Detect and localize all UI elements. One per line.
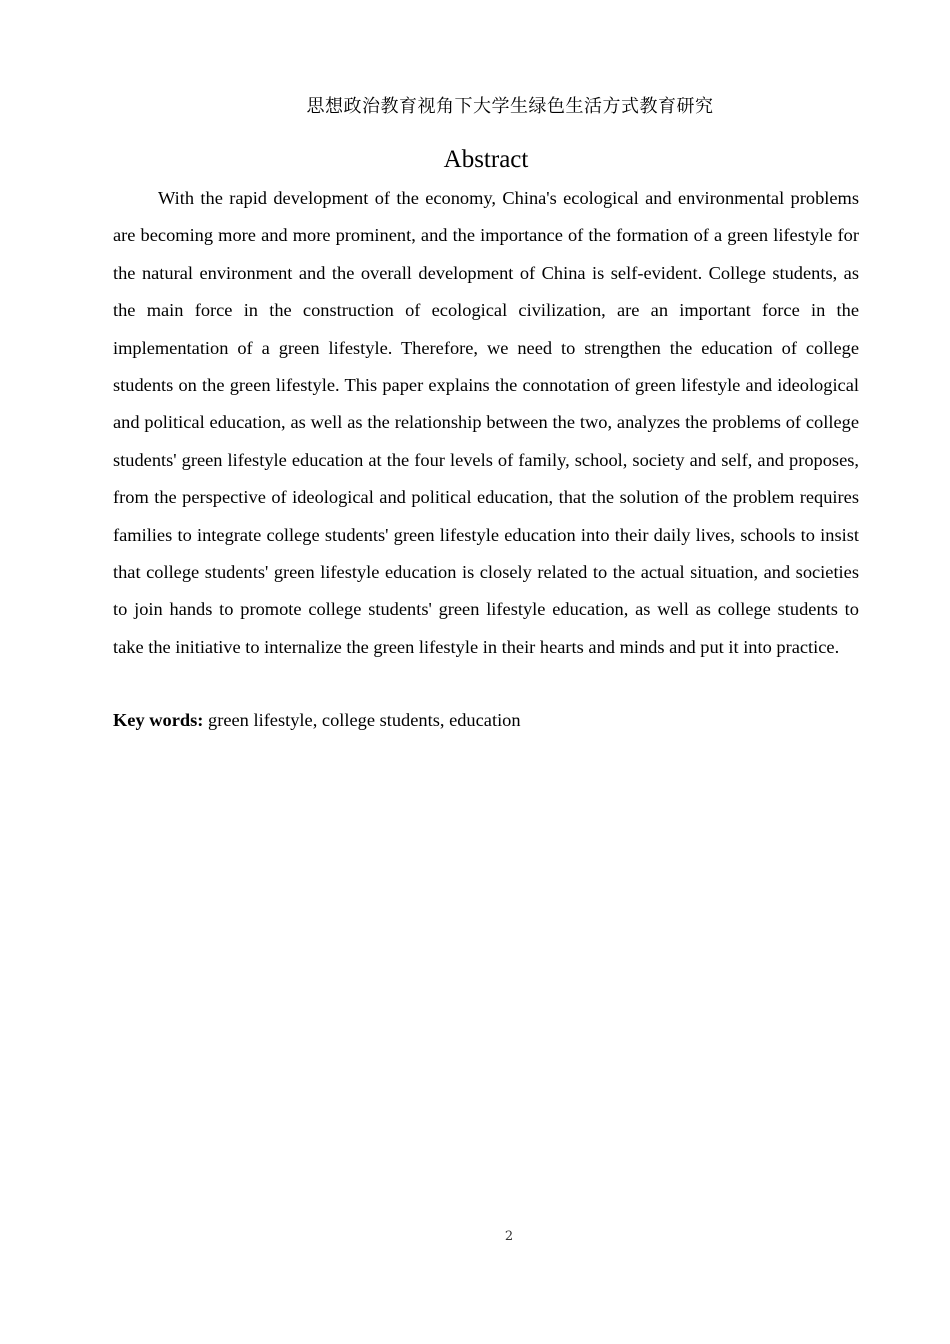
keywords-values: green lifestyle, college students, education: [208, 710, 521, 730]
running-header: 思想政治教育视角下大学生绿色生活方式教育研究: [306, 96, 714, 117]
abstract-title: Abstract: [443, 146, 529, 173]
page-number: 2: [504, 1229, 514, 1244]
keywords-label: Key words:: [113, 710, 204, 730]
keywords-line: [113, 706, 859, 734]
abstract-body: With the rapid development of the economy, China's ecological and environmental problems are becoming more and more prominent, and the importance of the formation of a green lifestyle for the natural environment and the overall development of China is self-evident. College students, as the main force in the construction of ecological civilization, are an important force in the implementation of a green lifestyle. Therefore, we need to strengthen the education of college students on the green lifestyle. This paper explains the connotation of green lifestyle and ideological and political education, as well as the relationship between the two, analyzes the problems of college students' green lifestyle education at the four levels of family, school, society and self, and proposes, from the perspective of ideological and political education, that the solution of the problem requires families to integrate college students' green lifestyle education into their daily lives, schools to insist that college students' green lifestyle education is closely related to the actual situation, and societies to join hands to promote college students' green lifestyle education, as well as college students to take the initiative to internalize the green lifestyle in their hearts and minds and put it into practice.: [113, 188, 859, 657]
